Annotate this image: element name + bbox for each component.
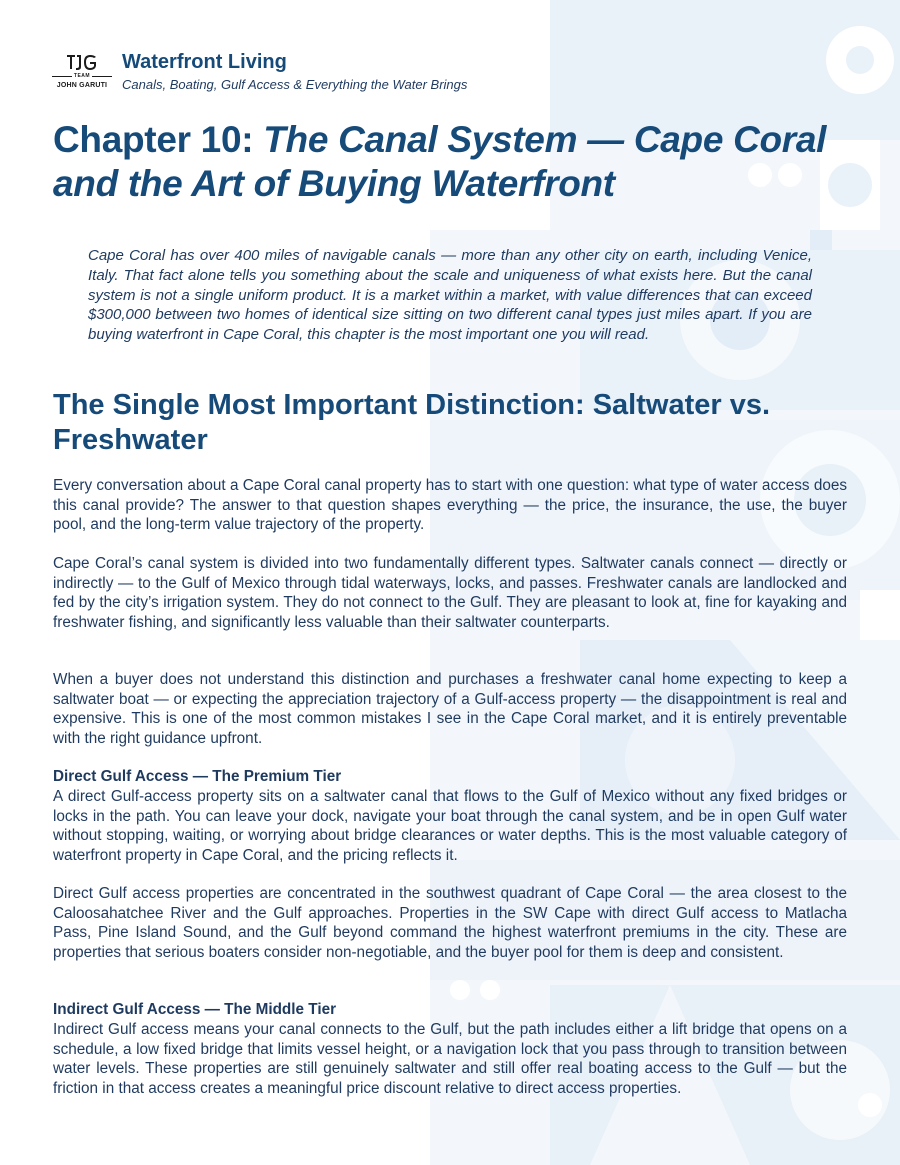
chapter-number: Chapter 10: — [53, 119, 264, 160]
brand-title: Waterfront Living — [122, 51, 287, 73]
team-logo — [52, 52, 112, 92]
chapter-title — [53, 118, 873, 206]
intro-paragraph: Cape Coral has over 400 miles of navigable canals — more than any other city on earth, including Venice, Italy. That fact alone tells you something about the scale and uniqueness of what exists here. But the canal system is not a single uniform product. It is a market within a market, with value differences that can exceed $300,000 between two homes of identical size sitting on two different canal types just miles apart. If you are buying waterfront in Cape Coral, this chapter is the most important one you will read. — [88, 247, 812, 344]
section-heading: The Single Most Important Distinction: Saltwater vs. Freshwater — [53, 389, 771, 456]
subheading-indirect: Indirect Gulf Access — The Middle Tier — [53, 1001, 337, 1018]
logo-team-label: TEAM — [73, 73, 91, 79]
subheading-direct: Direct Gulf Access — The Premium Tier — [53, 768, 342, 785]
body-paragraph: Every conversation about a Cape Coral canal property has to start with one question: what type of water access does this canal provide? The answer to that question shapes everything — the price, the insurance, the use, the buyer pool, and the long-term value trajectory of the property. — [53, 477, 847, 533]
body-paragraph: When a buyer does not understand this distinction and purchases a freshwater canal home expecting to keep a saltwater boat — or expecting the appreciation trajectory of a Gulf-access property — the disappointment is real and expensive. This is one of the most common mistakes I see in the Cape Coral market, and it is entirely preventable with the right guidance upfront. — [53, 671, 847, 747]
logo-name-label: JOHN GARUTI — [56, 82, 108, 89]
chapter-name: The Canal System — Cape Coral and the Art of Buying Waterfront — [53, 119, 827, 204]
logo-rule-right — [92, 76, 112, 77]
body-paragraph: Cape Coral’s canal system is divided into two fundamentally different types. Saltwater canals connect — directly or indirectly — to the Gulf of Mexico through tidal waterways, locks, and passes. Freshwater canals are landlocked and fed by the city’s irrigation system. They do not connect to the Gulf. They are pleasant to look at, fine for kayaking and freshwater fishing, and significantly less valuable than their saltwater counterparts. — [53, 555, 847, 631]
body-paragraph: Indirect Gulf access means your canal connects to the Gulf, but the path includes either a lift bridge that opens on a schedule, a low fixed bridge that limits vessel height, or a navigation lock that you pass through to transition between water levels. These properties are still genuinely saltwater and still offer real boating access to the Gulf — but the friction in that access creates a meaningful price discount relative to direct access properties. — [53, 1021, 847, 1097]
brand-subtitle: Canals, Boating, Gulf Access & Everything the Water Brings — [122, 77, 468, 92]
body-paragraph: A direct Gulf-access property sits on a saltwater canal that flows to the Gulf of Mexico without any fixed bridges or locks in the path. You can leave your dock, navigate your boat through the canal system, and be in open Gulf water without stopping, waiting, or worrying about bridge clearances or water depths. This is the most valuable category of waterfront property in Cape Coral, and the pricing reflects it. — [53, 788, 847, 864]
logo-mark-icon — [65, 52, 99, 72]
body-paragraph: Direct Gulf access properties are concentrated in the southwest quadrant of Cape Coral — the area closest to the Caloosahatchee River and the Gulf approaches. Properties in the SW Cape with direct Gulf access to Matlacha Pass, Pine Island Sound, and the Gulf beyond command the highest waterfront premiums in the city. These are properties that serious boaters consider non-negotiable, and the buyer pool for them is deep and consistent. — [53, 885, 847, 961]
